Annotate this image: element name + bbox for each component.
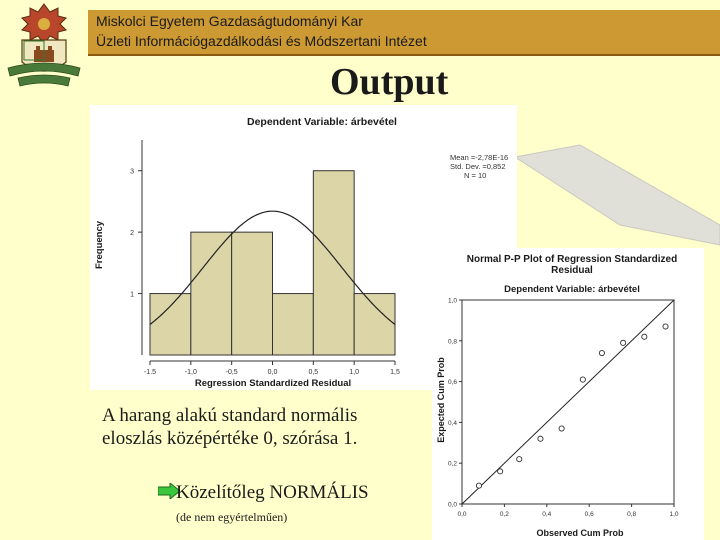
explanation-box — [90, 390, 425, 540]
hist-ylabel: Frequency — [94, 220, 105, 270]
hist-xlabel: Regression Standardized Residual — [194, 378, 352, 389]
pp-y-tick-label: 0,4 — [447, 419, 457, 427]
hist-x-tick-label: -1.5 — [143, 369, 157, 376]
pp-y-tick-label: 0,0 — [447, 501, 457, 509]
pp-x-tick-label: 0,2 — [499, 511, 509, 518]
pp-point — [642, 334, 647, 339]
hist-bar — [354, 294, 395, 355]
hist-bar — [150, 294, 191, 355]
pp-point — [517, 457, 522, 462]
pp-title-part2: Residual — [551, 265, 593, 276]
pp-x-tick-label: 1,0 — [669, 511, 679, 518]
hist-bar — [232, 232, 273, 355]
institution-header — [88, 10, 720, 56]
hist-bar — [313, 171, 354, 355]
hist-x-tick-label: -1,0 — [184, 369, 197, 376]
pp-x-tick-label: 0,0 — [457, 511, 467, 518]
pp-point — [538, 436, 543, 441]
hist-stat-mean: Mean =-2,78E-16 — [450, 153, 509, 162]
pp-point — [663, 324, 668, 329]
hist-title: Dependent Variable: árbevétel — [247, 116, 397, 128]
hist-stat-n: N = 10 — [464, 171, 487, 180]
pp-point — [559, 426, 564, 431]
hist-x-tick-label: 0,0 — [267, 369, 278, 376]
hist-stat-std: Std. Dev. =0,852 — [450, 162, 506, 171]
hist-bar — [191, 232, 232, 355]
hist-y-tick-label: 2 — [130, 230, 134, 238]
hist-y-tick-label: 1 — [130, 291, 134, 299]
pp-point — [599, 350, 604, 355]
hist-y-tick-label: 3 — [130, 168, 134, 176]
faculty-name: Miskolci Egyetem Gazdaságtudományi Kar — [96, 13, 363, 29]
conclusion-note: (de nem egyértelműen) — [176, 510, 288, 524]
pp-point — [476, 483, 481, 488]
hist-x-tick-label: 1,0 — [349, 369, 360, 376]
hist-x-tick-label: 0,5 — [308, 369, 319, 376]
pp-y-tick-label: 1,0 — [447, 297, 457, 305]
explanation-text: A harang alakú standard normális eloszlás középértéke 0, szórása 1. — [102, 405, 358, 449]
pp-subtitle: Dependent Variable: árbevétel — [504, 284, 640, 295]
pp-title-part1: Normal P-P Plot of Regression Standardized — [466, 254, 678, 265]
pp-y-tick-label: 0,6 — [447, 379, 457, 387]
hist-bar — [273, 294, 314, 355]
pp-x-tick-label: 0,4 — [542, 511, 552, 518]
university-seal-icon — [0, 0, 88, 96]
institute-name: Üzleti Információgazdálkodási és Módszertani Intézet — [96, 33, 427, 49]
pp-x-tick-label: 0,8 — [627, 511, 637, 518]
pp-ylabel: Expected Cum Prob — [436, 357, 446, 443]
pp-point — [498, 469, 503, 474]
pp-point — [580, 377, 585, 382]
pp-y-tick-label: 0,8 — [447, 338, 457, 346]
slide-title: Output — [330, 61, 449, 103]
pp-x-tick-label: 0,6 — [584, 511, 594, 518]
pp-y-tick-label: 0,2 — [447, 460, 457, 468]
pp-xlabel: Observed Cum Prob — [536, 528, 624, 538]
pp-plot-chart — [432, 248, 704, 540]
conclusion-text: Közelítőleg NORMÁLIS — [176, 482, 369, 503]
hist-x-tick-label: 1,5 — [390, 369, 400, 376]
pp-point — [621, 340, 626, 345]
hist-x-tick-label: -0,5 — [225, 369, 238, 376]
